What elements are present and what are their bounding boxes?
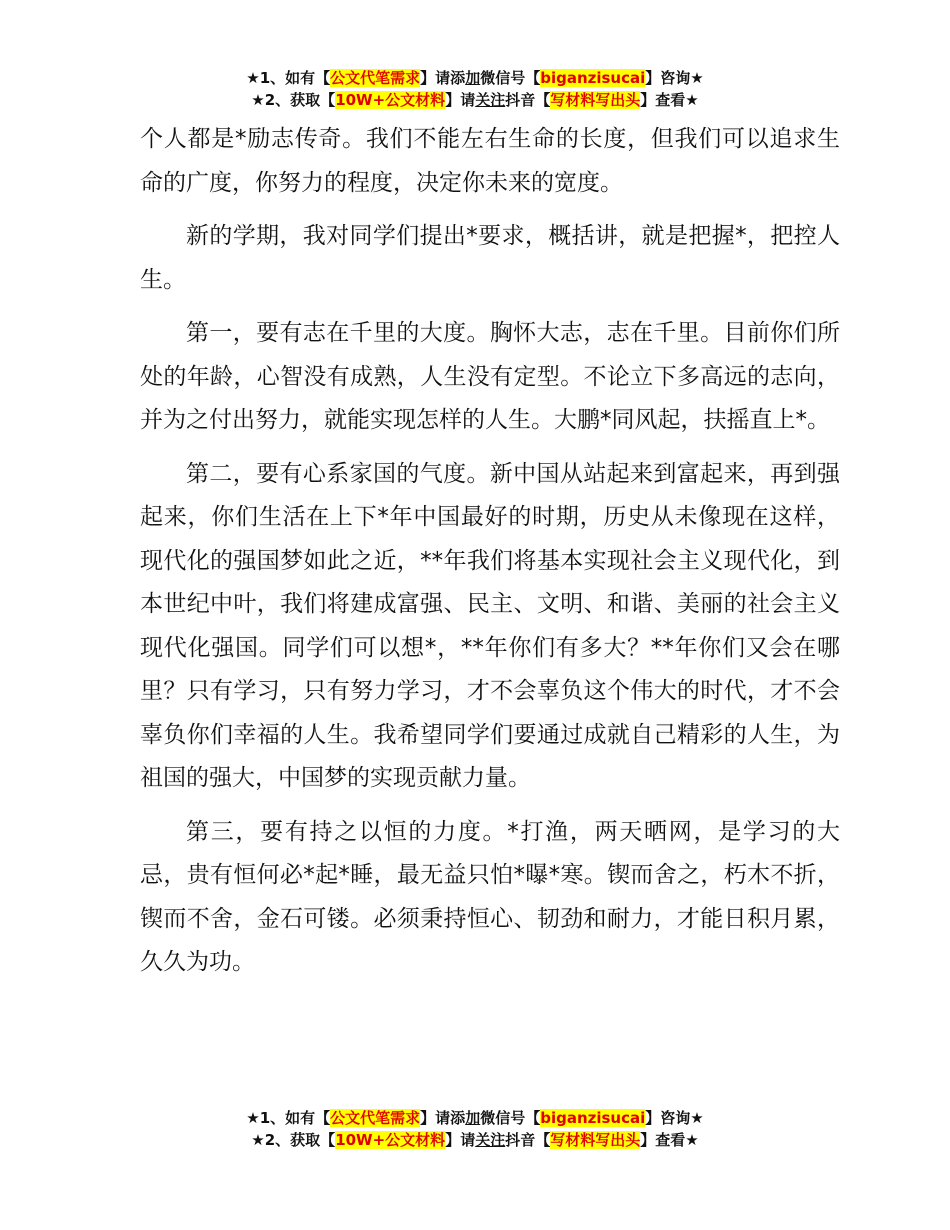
banner-text: 】咨询★ xyxy=(645,1109,704,1127)
body-paragraph-4: 第二，要有心系家国的气度。新中国从站起来到富起来，再到强起来，你们生活在上下*年中国最好的时期，历史从未像现在这样，现代化的强国梦如此之近，**年我们将基本实现社会主义现代化，到本世纪中叶，我们将建成富强、民主、文明、和谐、美丽的社会主义现代化强国。同学们可以想*，**年你们有多大？**年你们又会在哪里？只有学习，只有努力学习，才不会辜负这个伟大的时代，才不会辜负你们幸福的人生。我希望同学们要通过成就自己精彩的人生，为祖国的强大，中国梦的实现贡献力量。 xyxy=(140,460,840,791)
banner-text: 抖音【 xyxy=(505,1131,551,1149)
banner-text: 】请添 xyxy=(420,69,466,87)
banner-text: 】请 xyxy=(445,1131,476,1149)
banner-underlined-text: 关注 xyxy=(475,91,506,109)
banner-text: 微信号【 xyxy=(480,1109,541,1127)
header-banner-line-1 xyxy=(0,67,950,89)
materials-highlight: 10W+公文材料 xyxy=(335,1131,446,1149)
banner-text: ★1、如有【 xyxy=(246,1109,331,1127)
document-body xyxy=(140,118,840,995)
wechat-id-highlight: biganzisucai xyxy=(540,1109,646,1127)
banner-text: ★1、如有【 xyxy=(246,69,331,87)
footer-banner-line-1 xyxy=(0,1107,950,1129)
body-paragraph-1: 个人都是*励志传奇。我们不能左右生命的长度，但我们可以追求生命的广度，你努力的程度，决定你未来的宽度。 xyxy=(140,126,840,196)
banner-text: 】查看★ xyxy=(640,1131,699,1149)
banner-underlined-text: 加 xyxy=(465,69,481,87)
footer-banner-line-2 xyxy=(0,1129,950,1151)
banner-text: ★2、获取【 xyxy=(251,1131,336,1149)
header-banner xyxy=(0,67,950,111)
banner-text: 抖音【 xyxy=(505,91,551,109)
banner-text: 】查看★ xyxy=(640,91,699,109)
douyin-account-highlight: 写材料写出头 xyxy=(550,91,641,109)
header-banner-line-2 xyxy=(0,89,950,111)
banner-text: ★2、获取【 xyxy=(251,91,336,109)
body-paragraph-5: 第三，要有持之以恒的力度。*打渔，两天晒网，是学习的大忌，贵有恒何必*起*睡，最无益只怕*曝*寒。锲而舍之，朽木不折，锲而不舍，金石可镂。必须秉持恒心、韧劲和耐力，才能日积月累，久久为功。 xyxy=(140,818,840,975)
materials-highlight: 10W+公文材料 xyxy=(335,91,446,109)
banner-text: 】请添 xyxy=(420,1109,466,1127)
service-highlight: 公文代笔需求 xyxy=(330,69,421,87)
body-paragraph-2: 新的学期，我对同学们提出*要求，概括讲，就是把握*，把控人生。 xyxy=(140,223,840,293)
banner-text: 】请 xyxy=(445,91,476,109)
banner-text: 微信号【 xyxy=(480,69,541,87)
wechat-id-highlight: biganzisucai xyxy=(540,69,646,87)
banner-text: 】咨询★ xyxy=(645,69,704,87)
service-highlight: 公文代笔需求 xyxy=(330,1109,421,1127)
footer-banner xyxy=(0,1107,950,1151)
douyin-account-highlight: 写材料写出头 xyxy=(550,1131,641,1149)
banner-underlined-text: 加 xyxy=(465,1109,481,1127)
body-paragraph-3: 第一，要有志在千里的大度。胸怀大志，志在千里。目前你们所处的年龄，心智没有成熟，人生没有定型。不论立下多高远的志向，并为之付出努力，就能实现怎样的人生。大鹏*同风起，扶摇直上*。 xyxy=(140,320,840,433)
banner-underlined-text: 关注 xyxy=(475,1131,506,1149)
